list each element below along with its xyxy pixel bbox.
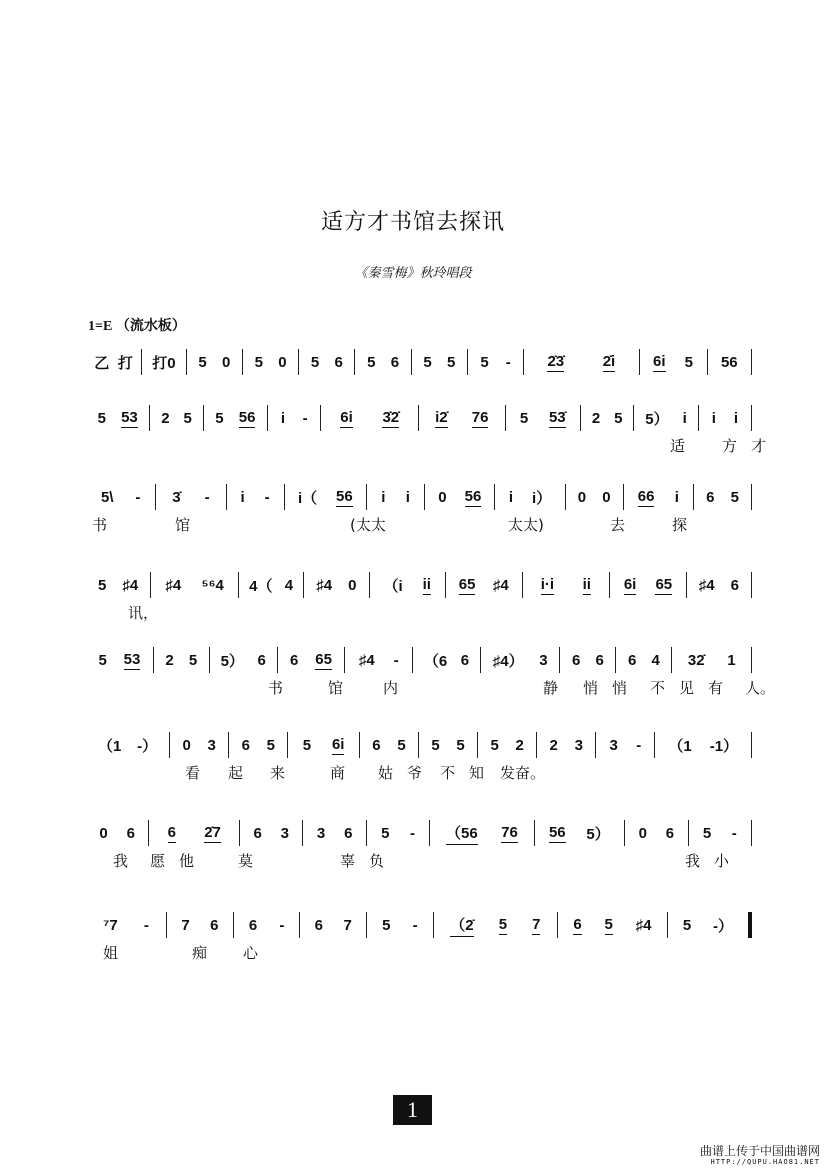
measure bbox=[495, 484, 565, 510]
measure bbox=[299, 349, 355, 375]
measure bbox=[535, 820, 626, 846]
note: 6 bbox=[241, 736, 250, 754]
measure bbox=[86, 484, 156, 510]
note: 6 bbox=[334, 353, 343, 371]
note: 2̇7 bbox=[204, 823, 221, 841]
measure bbox=[478, 732, 537, 758]
note: 6 bbox=[706, 488, 715, 506]
measure bbox=[345, 647, 413, 673]
note: 5 bbox=[431, 736, 440, 754]
note: 7 bbox=[181, 916, 190, 934]
note: ⁵⁶4 bbox=[201, 576, 224, 594]
note: 56 bbox=[238, 408, 256, 426]
note: i） bbox=[532, 489, 552, 507]
note: ♯4） bbox=[492, 652, 524, 670]
note: （i bbox=[383, 577, 403, 595]
measure bbox=[86, 912, 167, 938]
note: 1 bbox=[727, 651, 736, 669]
note: 5 bbox=[702, 824, 712, 842]
note: 5 bbox=[310, 353, 320, 371]
note: ii bbox=[582, 575, 591, 593]
note: 5） bbox=[645, 410, 669, 428]
note: 0 bbox=[438, 488, 447, 506]
note: ♯4 bbox=[358, 651, 375, 669]
lyric: 书 bbox=[268, 679, 284, 697]
note: 5 bbox=[97, 409, 106, 427]
measure bbox=[581, 405, 634, 431]
note: 0 bbox=[278, 353, 287, 371]
note: 6 bbox=[390, 353, 400, 371]
lyric: 来 bbox=[270, 764, 286, 782]
note: 2 bbox=[161, 409, 170, 427]
measure bbox=[86, 405, 150, 431]
note: 65 bbox=[458, 575, 476, 593]
measure bbox=[149, 820, 240, 846]
note: 2 bbox=[549, 736, 558, 754]
measure bbox=[156, 484, 226, 510]
note: -1） bbox=[709, 737, 739, 755]
note: 4 bbox=[284, 576, 294, 594]
note: 5 bbox=[490, 736, 499, 754]
note: 6i bbox=[340, 408, 353, 426]
note: 6 bbox=[344, 824, 353, 842]
note: 56 bbox=[464, 487, 482, 505]
lyric: 太太) bbox=[508, 516, 544, 534]
note: -） bbox=[137, 737, 158, 755]
staff-row bbox=[86, 912, 752, 938]
note: ♯4 bbox=[316, 576, 333, 594]
measure bbox=[187, 349, 243, 375]
note: i（ bbox=[297, 489, 318, 507]
lyric: 馆 bbox=[175, 516, 191, 534]
note: 5 bbox=[446, 353, 456, 371]
lyric: 心 bbox=[243, 944, 259, 962]
note: 6i bbox=[331, 735, 345, 753]
note: （1 bbox=[668, 737, 692, 755]
note: 6 bbox=[460, 651, 470, 669]
lyric: 人。 bbox=[745, 679, 776, 697]
measure bbox=[446, 572, 523, 598]
note: - bbox=[302, 409, 308, 427]
note: 2̇i bbox=[602, 352, 616, 370]
note: 0 bbox=[602, 488, 611, 506]
note: i bbox=[280, 409, 286, 427]
note: -） bbox=[713, 917, 734, 935]
note: 6 bbox=[167, 823, 176, 841]
measure bbox=[278, 647, 346, 673]
measure bbox=[367, 912, 434, 938]
score-subtitle: 《秦雪梅》秋玲唱段 bbox=[354, 266, 472, 281]
note: 5 bbox=[519, 409, 529, 427]
measure bbox=[524, 349, 639, 375]
measure bbox=[86, 647, 154, 673]
lyric: 商 bbox=[330, 764, 346, 782]
staff-row bbox=[86, 647, 752, 673]
lyric: 悄悄 bbox=[583, 679, 642, 697]
note: 3 bbox=[207, 736, 216, 754]
note: 53 bbox=[121, 408, 138, 426]
note: 7 bbox=[532, 915, 541, 933]
note: 0 bbox=[182, 736, 191, 754]
note: i bbox=[711, 409, 716, 427]
note: 5 bbox=[266, 736, 275, 754]
note: 6 bbox=[210, 916, 219, 934]
measure bbox=[321, 405, 419, 431]
measure bbox=[154, 647, 210, 673]
note: 66 bbox=[637, 487, 655, 505]
note: 5 bbox=[456, 736, 465, 754]
lyric: 我 bbox=[113, 852, 129, 870]
note: i bbox=[405, 488, 410, 506]
note: 53̇ bbox=[548, 408, 566, 426]
note: 2 bbox=[165, 651, 174, 669]
note: 6 bbox=[257, 651, 266, 669]
measure bbox=[367, 484, 425, 510]
page-number: 1 bbox=[393, 1095, 432, 1125]
measure bbox=[288, 732, 360, 758]
note: 6 bbox=[730, 576, 739, 594]
lyric: 姐 bbox=[103, 944, 119, 962]
measure bbox=[268, 405, 321, 431]
measure bbox=[672, 647, 752, 673]
measure bbox=[370, 572, 447, 598]
note: i bbox=[733, 409, 739, 427]
lyric: 不见 bbox=[650, 679, 709, 697]
note: 6 bbox=[595, 651, 604, 669]
note: 5 bbox=[682, 916, 692, 934]
lyric: 内 bbox=[383, 679, 399, 697]
note: 5 bbox=[730, 488, 739, 506]
note: i2̇ bbox=[435, 408, 448, 426]
measure bbox=[412, 349, 468, 375]
note: 6 bbox=[372, 736, 381, 754]
note: （1 bbox=[97, 737, 122, 755]
note: 65 bbox=[655, 575, 673, 593]
staff-row bbox=[86, 349, 752, 375]
measure bbox=[560, 647, 616, 673]
note: 3 bbox=[316, 824, 326, 842]
note: 2 bbox=[515, 736, 524, 754]
note: 4（ bbox=[249, 577, 273, 595]
note: 3̇ bbox=[172, 488, 181, 506]
measure bbox=[240, 820, 303, 846]
measure bbox=[367, 820, 430, 846]
note: 5 bbox=[215, 409, 224, 427]
note: 6 bbox=[290, 651, 299, 669]
measure bbox=[506, 405, 581, 431]
note: - bbox=[410, 824, 416, 842]
staff-row bbox=[86, 820, 752, 846]
score-title: 适方才书馆去探讯 bbox=[320, 210, 505, 235]
note: 5 bbox=[367, 353, 376, 371]
note: 2̇3̇ bbox=[547, 352, 565, 370]
note: 76 bbox=[501, 823, 518, 841]
note: ♯4 bbox=[492, 576, 509, 594]
note: 2 bbox=[591, 409, 601, 427]
measure bbox=[537, 732, 596, 758]
note: 5） bbox=[220, 652, 244, 670]
lyric: 看 bbox=[185, 764, 201, 782]
measure bbox=[689, 820, 752, 846]
note: ii bbox=[422, 575, 431, 593]
measure bbox=[234, 912, 301, 938]
lyric: 去 bbox=[610, 516, 626, 534]
note: ♯4 bbox=[635, 916, 652, 934]
lyric: 书 bbox=[92, 516, 108, 534]
note: 76 bbox=[471, 408, 489, 426]
measure bbox=[86, 732, 170, 758]
note: 5 bbox=[98, 576, 107, 594]
note: 6 bbox=[253, 824, 262, 842]
measure bbox=[481, 647, 561, 673]
note: - bbox=[264, 488, 270, 506]
note: 4 bbox=[651, 651, 660, 669]
note: 65 bbox=[315, 650, 332, 668]
note: - bbox=[636, 736, 642, 754]
note: - bbox=[204, 488, 210, 506]
measure bbox=[708, 349, 752, 375]
note: 3 bbox=[609, 736, 618, 754]
measure bbox=[616, 647, 672, 673]
note: - bbox=[143, 916, 149, 934]
measure bbox=[430, 820, 534, 846]
lyric: 痴 bbox=[192, 944, 208, 962]
note: ♯4 bbox=[165, 576, 182, 594]
note: 乙 bbox=[94, 354, 110, 372]
note: i·i bbox=[540, 575, 555, 593]
watermark-url: HTTP://QUPU.HAO81.NET bbox=[710, 1158, 820, 1166]
note: 5 bbox=[254, 353, 263, 371]
note: 3 bbox=[280, 824, 290, 842]
measure bbox=[142, 349, 186, 375]
note: 5 bbox=[302, 736, 312, 754]
note: 打0 bbox=[152, 354, 176, 372]
measure bbox=[204, 405, 268, 431]
note: 5 bbox=[381, 824, 390, 842]
staff-row bbox=[86, 732, 752, 758]
measure bbox=[239, 572, 304, 598]
measure bbox=[596, 732, 655, 758]
note: 6 bbox=[573, 915, 582, 933]
measure bbox=[227, 484, 285, 510]
measure bbox=[523, 572, 611, 598]
measure bbox=[86, 572, 151, 598]
measure bbox=[610, 572, 687, 598]
note: 5\ bbox=[100, 488, 114, 506]
measure bbox=[625, 820, 688, 846]
lyric: 不知 bbox=[440, 764, 499, 782]
measure bbox=[413, 647, 481, 673]
note: i bbox=[508, 488, 514, 506]
measure bbox=[243, 349, 299, 375]
lyric: 发奋。 bbox=[500, 764, 546, 782]
measure bbox=[229, 732, 288, 758]
note: 5 bbox=[423, 353, 432, 371]
measure bbox=[558, 912, 668, 938]
note: ♯4 bbox=[698, 576, 715, 594]
lyric: 适 bbox=[670, 437, 686, 455]
measure bbox=[150, 405, 203, 431]
note: 5 bbox=[198, 353, 207, 371]
note: （2̇ bbox=[450, 914, 473, 937]
measure bbox=[170, 732, 229, 758]
measure bbox=[304, 572, 369, 598]
lyric: 有 bbox=[708, 679, 724, 697]
note: 0 bbox=[638, 824, 647, 842]
measure bbox=[668, 912, 752, 938]
note: 0 bbox=[348, 576, 357, 594]
measure bbox=[419, 405, 506, 431]
measure bbox=[360, 732, 419, 758]
note: 6 bbox=[628, 651, 637, 669]
lyric: 起 bbox=[228, 764, 244, 782]
note: 56 bbox=[335, 487, 353, 505]
lyric: 我小 bbox=[685, 852, 744, 870]
note: 6 bbox=[314, 916, 323, 934]
note: 32̇ bbox=[687, 651, 705, 669]
measure bbox=[468, 349, 524, 375]
note: - bbox=[412, 916, 418, 934]
lyric: 馆 bbox=[328, 679, 344, 697]
note: 5） bbox=[586, 825, 610, 843]
note: 5 bbox=[382, 916, 391, 934]
note: 6i bbox=[623, 575, 637, 593]
watermark-text: 曲谱上传于中国曲谱网 bbox=[699, 1144, 820, 1158]
note: 6i bbox=[653, 352, 666, 370]
measure bbox=[355, 349, 411, 375]
note: 5 bbox=[498, 915, 508, 933]
note: 6 bbox=[665, 824, 675, 842]
measure bbox=[303, 820, 366, 846]
note: 3 bbox=[539, 651, 548, 669]
staff-row bbox=[86, 572, 752, 598]
note: i bbox=[674, 488, 679, 506]
note: - bbox=[135, 488, 141, 506]
measure bbox=[687, 572, 752, 598]
key-signature: 1=E （流水板） bbox=[88, 319, 186, 334]
measure bbox=[699, 405, 752, 431]
measure bbox=[425, 484, 495, 510]
note: 3 bbox=[574, 736, 583, 754]
note: 53 bbox=[123, 650, 141, 668]
note: 6 bbox=[248, 916, 258, 934]
note: 5 bbox=[614, 409, 623, 427]
measure bbox=[640, 349, 708, 375]
lyric: 愿他 bbox=[150, 852, 209, 870]
measure bbox=[151, 572, 239, 598]
measure bbox=[285, 484, 368, 510]
note: - bbox=[505, 353, 511, 371]
lyric: 方才 bbox=[722, 437, 781, 455]
measure bbox=[300, 912, 367, 938]
note: 0 bbox=[577, 488, 587, 506]
lyric: 莫 bbox=[238, 852, 254, 870]
note: 打 bbox=[117, 354, 133, 372]
note: 5 bbox=[684, 353, 693, 371]
note: 0 bbox=[221, 353, 231, 371]
measure bbox=[434, 912, 558, 938]
note: - bbox=[731, 824, 737, 842]
lyric: 姑爷 bbox=[378, 764, 437, 782]
lyric: 辜负 bbox=[340, 852, 399, 870]
measure bbox=[694, 484, 752, 510]
lyric: 探 bbox=[672, 516, 688, 534]
note: 7 bbox=[343, 916, 352, 934]
note: 6 bbox=[572, 651, 581, 669]
lyric: 讯， bbox=[128, 604, 159, 622]
measure bbox=[566, 484, 624, 510]
note: （6 bbox=[423, 652, 448, 670]
measure bbox=[167, 912, 234, 938]
note: ♯4 bbox=[122, 576, 139, 594]
measure bbox=[655, 732, 752, 758]
note: 5 bbox=[188, 651, 198, 669]
note: （56 bbox=[446, 822, 478, 845]
note: 5 bbox=[98, 651, 107, 669]
note: 0 bbox=[99, 824, 108, 842]
note: 5 bbox=[183, 409, 192, 427]
lyric: (太太 bbox=[350, 516, 386, 534]
note: 5 bbox=[604, 915, 613, 933]
staff-row bbox=[86, 484, 752, 510]
note: 56 bbox=[548, 823, 566, 841]
note: i bbox=[381, 488, 386, 506]
measure bbox=[419, 732, 478, 758]
note: i bbox=[240, 488, 245, 506]
measure bbox=[86, 820, 149, 846]
note: 5 bbox=[397, 736, 406, 754]
lyric: 静 bbox=[543, 679, 559, 697]
note: ⁷7 bbox=[103, 916, 118, 934]
staff-row bbox=[86, 405, 752, 431]
note: 56 bbox=[720, 353, 738, 371]
measure bbox=[634, 405, 698, 431]
note: 6 bbox=[126, 824, 135, 842]
measure bbox=[86, 349, 142, 375]
measure bbox=[624, 484, 694, 510]
note: i bbox=[682, 409, 687, 427]
measure bbox=[210, 647, 278, 673]
note: - bbox=[279, 916, 285, 934]
note: 3̇2̇ bbox=[382, 408, 400, 426]
note: - bbox=[393, 651, 399, 669]
note: 5 bbox=[480, 353, 489, 371]
